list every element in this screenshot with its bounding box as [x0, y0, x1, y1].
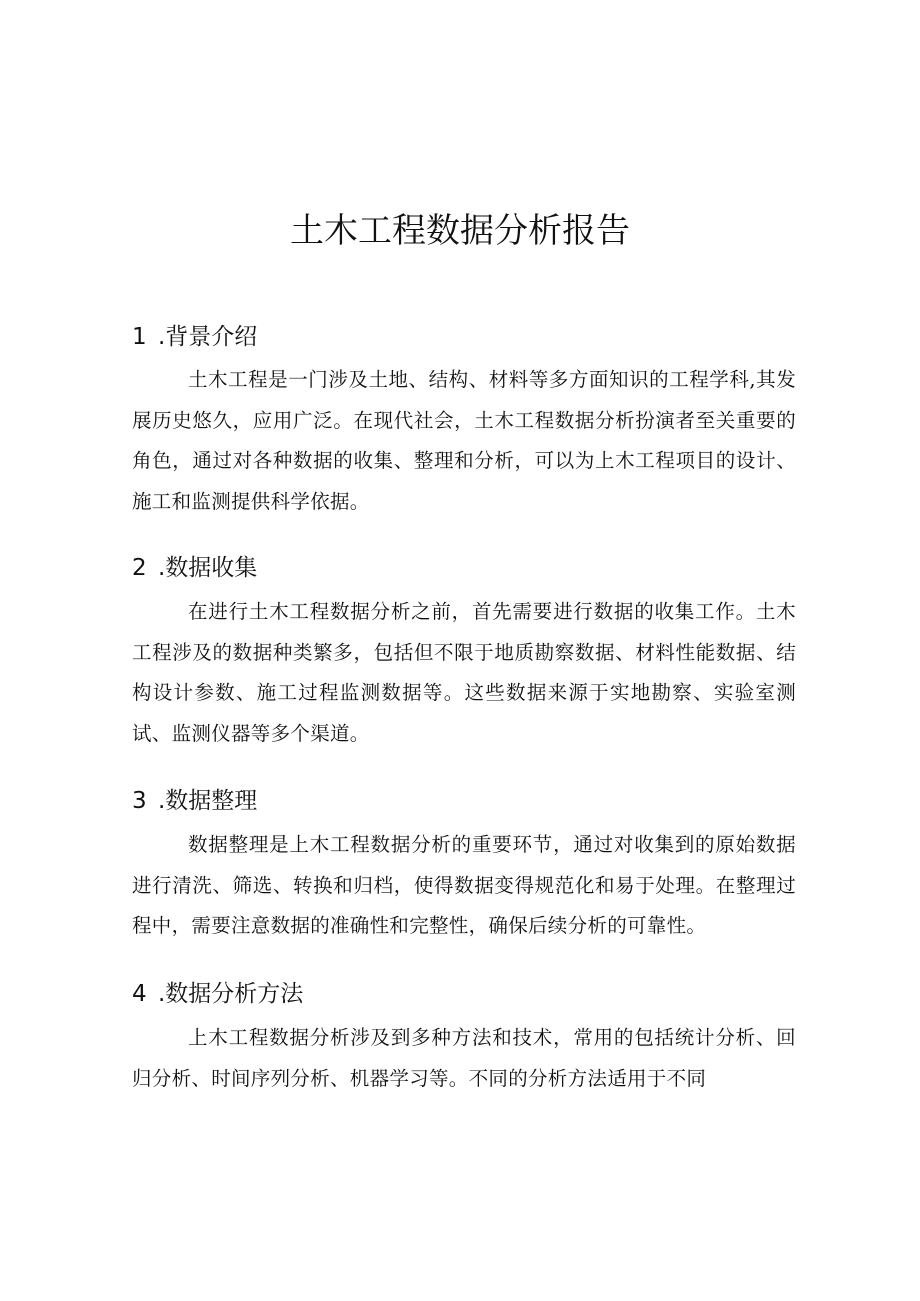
section-title: .数据收集: [158, 555, 258, 581]
section-title: .背景介绍: [158, 324, 258, 350]
section-number: 3: [132, 788, 147, 814]
section-heading-data-collection: [132, 553, 257, 583]
section-paragraph-data-organization: 数据整理是上木工程数据分析的重要环节，通过对收集到的原始数据进行清洗、筛选、转换和归档，使得数据变得规范化和易于处理。在整理过程中，需要注意数据的准确性和完整性，确保后续分析的可靠性。: [132, 833, 796, 937]
section-title: .数据整理: [158, 788, 258, 814]
section-heading-background: [132, 322, 257, 352]
section-paragraph-analysis-methods: 上木工程数据分析涉及到多种方法和技术，常用的包括统计分析、回归分析、时间序列分析、机器学习等。不同的分析方法适用于不同: [132, 1026, 796, 1090]
document-title: 土木工程数据分析报告: [290, 211, 630, 251]
section-number: 1: [132, 324, 147, 350]
section-paragraph-data-collection: 在进行土木工程数据分析之前，首先需要进行数据的收集工作。土木工程涉及的数据种类繁多，包括但不限于地质勘察数据、材料性能数据、结构设计参数、施工过程监测数据等。这些数据来源于实地勘察、实验室测试、监测仪器等多个渠道。: [132, 600, 796, 745]
section-heading-data-organization: [132, 786, 257, 816]
section-number: 2: [132, 555, 147, 581]
section-heading-analysis-methods: [132, 979, 303, 1009]
section-paragraph-background: 土木工程是一门涉及土地、结构、材料等多方面知识的工程学科,其发展历史悠久，应用广泛。在现代社会，土木工程数据分析扮演者至关重要的角色，通过对各种数据的收集、整理和分析，可以为上木工程项目的设计、施工和监测提供科学依据。: [132, 368, 796, 513]
section-title: .数据分析方法: [158, 981, 304, 1007]
section-number: 4: [132, 981, 147, 1007]
